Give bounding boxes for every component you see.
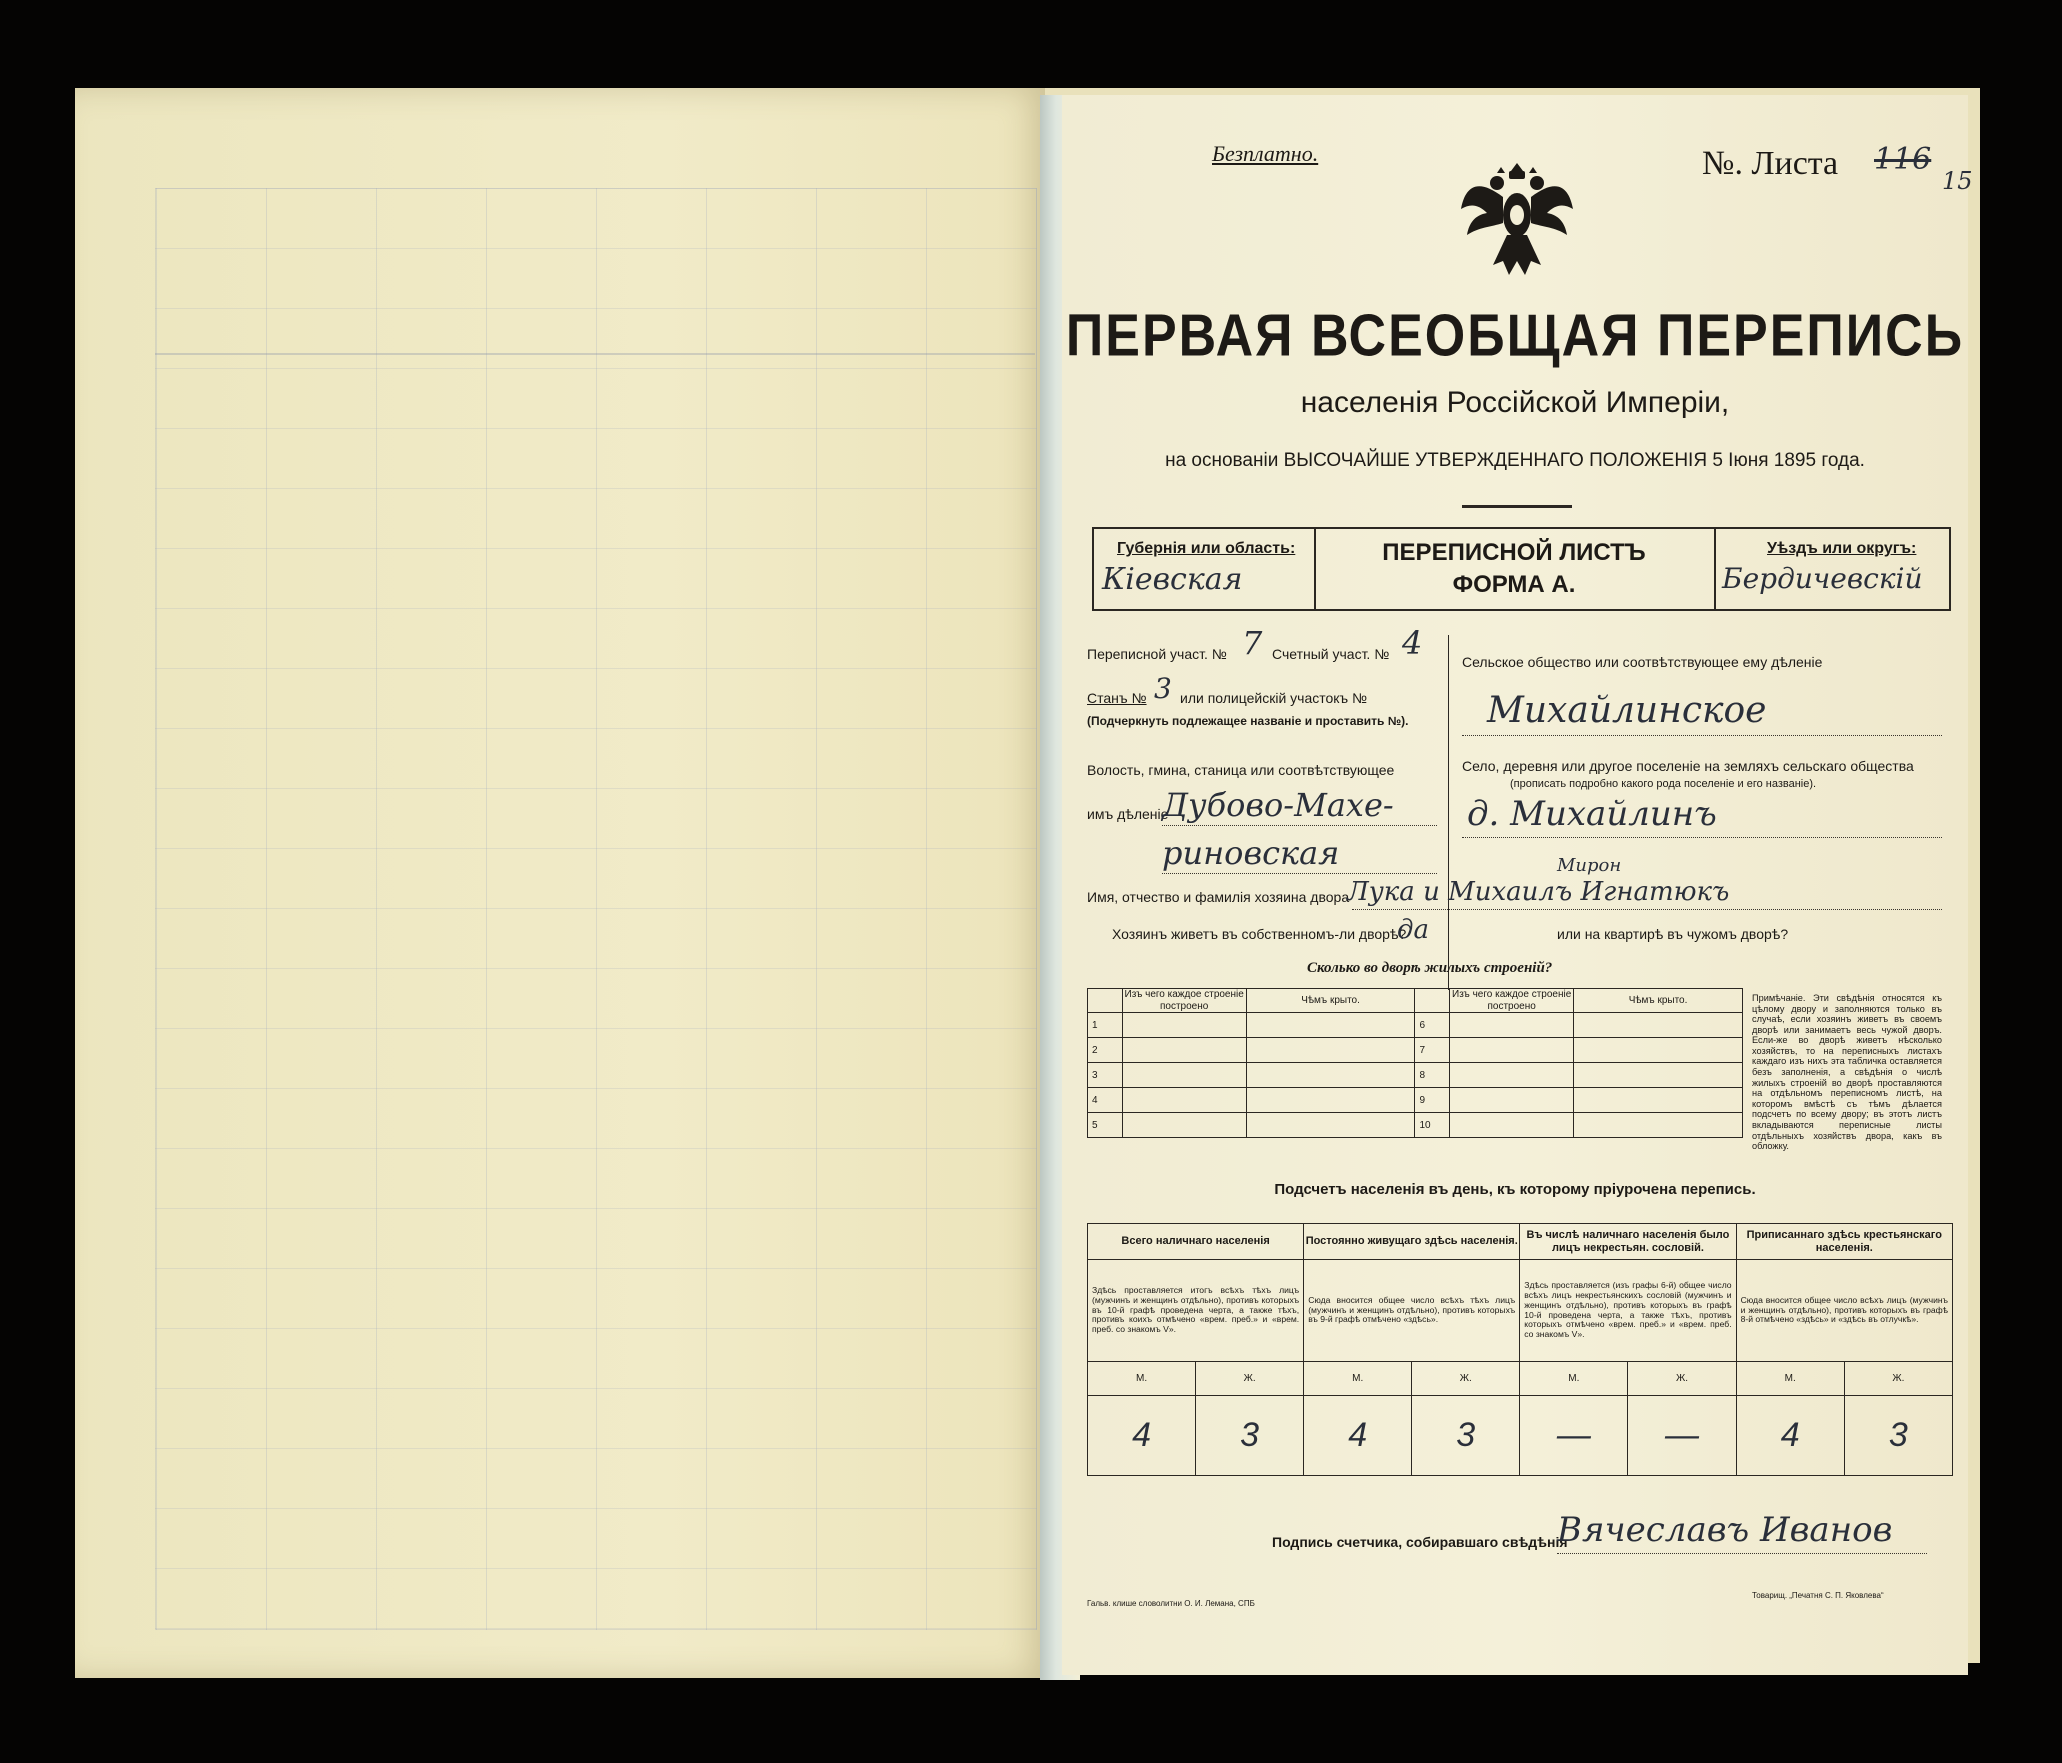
volost-label: Волость, гмина, станица или соотвѣтствующее xyxy=(1087,762,1395,778)
population-heading: Подсчетъ населенія въ день, къ которому пріурочена перепись. xyxy=(1274,1181,1756,1198)
roof-header-right: Чѣмъ крыто. xyxy=(1628,995,1688,1006)
left-page xyxy=(75,88,1049,1678)
table-row xyxy=(1088,1013,1743,1038)
row-number: 5 xyxy=(1088,1113,1123,1138)
form-title-line-2: ФОРМА А. xyxy=(1452,571,1576,598)
female-label: Ж. xyxy=(1844,1362,1952,1396)
permanent-female-value: 3 xyxy=(1412,1396,1520,1476)
column-title: Въ числѣ наличнаго населенія было лицъ некрестьян. сословій. xyxy=(1520,1224,1736,1260)
female-label: Ж. xyxy=(1628,1362,1736,1396)
stan-label: Станъ № xyxy=(1087,690,1147,706)
census-form-page xyxy=(1062,95,1973,1675)
registered-female-value: 3 xyxy=(1844,1396,1952,1476)
row-number: 6 xyxy=(1415,1013,1450,1038)
footer-left-print: Гальв. клише словолитни О. И. Лемана, СПБ xyxy=(1087,1599,1255,1608)
form-title-line-1: ПЕРЕПИСНОЙ ЛИСТЪ xyxy=(1382,539,1646,566)
column-title: Постоянно живущаго здѣсь населенія. xyxy=(1304,1224,1520,1260)
buildings-question: Сколько во дворѣ жилыхъ строеній? xyxy=(1307,960,1553,976)
owner-value: Лука и Михаилъ Игнатюкъ xyxy=(1347,877,1730,907)
form-subtitle: населенія Россійской Имперіи, xyxy=(1300,386,1730,419)
buildings-table xyxy=(1087,988,1743,1138)
material-header-right: Изъ чего каждое строеніе построено xyxy=(1452,989,1572,1012)
village-underline xyxy=(1462,837,1942,838)
gubernia-label: Губернія или область: xyxy=(1117,540,1296,557)
census-section-label: Переписной участ. № xyxy=(1087,646,1227,662)
row-number: 7 xyxy=(1415,1038,1450,1063)
signature-label: Подпись счетчика, собиравшаго свѣдѣнія xyxy=(1272,1534,1568,1550)
male-label: М. xyxy=(1088,1362,1196,1396)
roof-header-left: Чѣмъ крыто. xyxy=(1301,995,1360,1006)
signature-value: Вячеславъ Иванов xyxy=(1557,1510,1893,1550)
society-label: Сельское общество или соотвѣтствующее ему дѣленіе xyxy=(1462,654,1823,670)
row-number: 10 xyxy=(1415,1113,1450,1138)
gubernia-value: Кіевская xyxy=(1102,562,1243,597)
material-header-left: Изъ чего каждое строеніе построено xyxy=(1124,989,1244,1012)
male-label: М. xyxy=(1520,1362,1628,1396)
male-label: М. xyxy=(1304,1362,1412,1396)
population-table xyxy=(1087,1223,1953,1476)
fields-column-divider xyxy=(1448,635,1449,990)
row-number: 3 xyxy=(1088,1063,1123,1088)
lives-label: Хозяинъ живетъ въ собственномъ-ли дворѣ? xyxy=(1112,926,1407,942)
uezd-label: Уѣздъ или округъ: xyxy=(1767,540,1917,557)
row-number: 1 xyxy=(1088,1013,1123,1038)
male-label: М. xyxy=(1736,1362,1844,1396)
row-number: 2 xyxy=(1088,1038,1123,1063)
title-divider xyxy=(1462,505,1572,508)
column-description: Здѣсь проставляется итогъ всѣхъ тѣхъ лицъ (мужчинъ и женщинъ отдѣльно), противъ которыхъ въ 10-й графѣ проведена черта, а также тѣхъ, противъ коихъ отмѣчено «врем. преб.» и «врем. преб. со знакомъ V». xyxy=(1088,1260,1304,1362)
volost-value-line-1: Дубово-Махе- xyxy=(1162,786,1394,824)
count-section-label: Счетный участ. № xyxy=(1272,646,1390,662)
volost-label-2: имъ дѣленіе xyxy=(1087,806,1169,822)
table-row xyxy=(1088,1038,1743,1063)
volost-value-line-2: риновская xyxy=(1162,834,1340,872)
total-male-value: 4 xyxy=(1088,1396,1196,1476)
lives-value: да xyxy=(1397,915,1429,945)
female-label: Ж. xyxy=(1196,1362,1304,1396)
double-headed-eagle-emblem-icon xyxy=(1457,157,1577,287)
sheet-number-value: 116 xyxy=(1874,142,1932,177)
column-description: Сюда вносится общее число всѣхъ тѣхъ лицъ (мужчинъ и женщинъ отдѣльно), противъ которыхъ въ 9-й графѣ отмѣчено «здѣсь». xyxy=(1304,1260,1520,1362)
buildings-note: Примѣчаніе. Эти свѣдѣнія относятся къ цѣлому двору и заполняются только въ случаѣ, если хозяинъ живетъ въ своемъ дворѣ или занимаетъ весь чужой дворъ. Если-же во дворѣ живетъ нѣсколько хозяйствъ, то на переписныхъ листахъ каждаго изъ нихъ эта табличка оставляется безъ заполненія, а свѣдѣнія о числѣ жилыхъ строеній во дворѣ проставляются на отдѣльномъ переписномъ листѣ, на которомъ вмѣстѣ съ тѣмъ дѣлается подсчетъ по всему двору; въ этотъ листъ вкладываются переписные листы отдѣльныхъ хозяйствъ двора, какъ въ обложку. xyxy=(1752,993,1942,1152)
row-number: 9 xyxy=(1415,1088,1450,1113)
form-basis-line: на основаніи ВЫСОЧАЙШЕ УТВЕРЖДЕННАГО ПОЛОЖЕНІЯ 5 Іюня 1895 года. xyxy=(1165,450,1865,471)
permanent-male-value: 4 xyxy=(1304,1396,1412,1476)
corner-number: 15 xyxy=(1942,167,1973,195)
registered-male-value: 4 xyxy=(1736,1396,1844,1476)
bleed-through-grid xyxy=(155,188,1037,1630)
row-number: 8 xyxy=(1415,1063,1450,1088)
village-note: (прописать подробно какого рода поселеніе и его названіе). xyxy=(1510,778,1817,790)
signature-underline xyxy=(1557,1553,1927,1554)
volost-underline-2 xyxy=(1162,873,1437,874)
stan-value: 3 xyxy=(1154,672,1172,705)
column-title: Всего наличнаго населенія xyxy=(1088,1224,1304,1260)
society-value: Михайлинское xyxy=(1487,690,1767,731)
female-label: Ж. xyxy=(1412,1362,1520,1396)
total-female-value: 3 xyxy=(1196,1396,1304,1476)
volost-underline-1 xyxy=(1162,825,1437,826)
society-underline xyxy=(1462,735,1942,736)
nonpeasant-female-value: — xyxy=(1628,1396,1736,1476)
column-description: Сюда вносится общее число всѣхъ лицъ (мужчинъ и женщинъ отдѣльно), противъ которыхъ въ графѣ 8-й отмѣчено «здѣсь» и «здѣсь въ отлучкѣ». xyxy=(1736,1260,1952,1362)
bleed-through-header xyxy=(155,188,1035,355)
census-section-value: 7 xyxy=(1242,624,1263,662)
form-main-title: ПЕРВАЯ ВСЕОБЩАЯ ПЕРЕПИСЬ xyxy=(1065,302,1965,370)
footer-right-print: Товарищ. „Печатня С. П. Яковлева“ xyxy=(1752,1591,1884,1600)
column-title: Приписаннаго здѣсь крестьянскаго населенія. xyxy=(1736,1224,1952,1260)
nonpeasant-male-value: — xyxy=(1520,1396,1628,1476)
uezd-value: Бердичевскій xyxy=(1722,562,1923,595)
table-row xyxy=(1088,1063,1743,1088)
free-label: Безплатно. xyxy=(1212,141,1319,166)
underline-note: (Подчеркнуть подлежащее названіе и проставить №). xyxy=(1087,714,1409,728)
column-description: Здѣсь проставляется (изъ графы 6-й) общее число всѣхъ лицъ некрестьянскихъ сословій (мужчинъ и женщинъ отдѣльно), противъ которыхъ въ графѣ 10-й проведена черта, а также тѣхъ, противъ которыхъ отмѣчено «врем. преб.» и «врем. преб. со знакомъ V». xyxy=(1520,1260,1736,1362)
count-section-value: 4 xyxy=(1402,624,1423,662)
owner-label: Имя, отчество и фамилія хозяина двора xyxy=(1087,889,1350,905)
region-divider-right xyxy=(1714,527,1716,609)
table-row xyxy=(1088,1088,1743,1113)
police-section-label: или полицейскій участокъ № xyxy=(1180,690,1368,706)
sheet-number-label: №. Листа xyxy=(1702,145,1839,182)
lives-label-2: или на квартирѣ въ чужомъ дворѣ? xyxy=(1557,926,1789,942)
village-label: Село, деревня или другое поселеніе на земляхъ сельскаго общества xyxy=(1462,758,1914,774)
row-number: 4 xyxy=(1088,1088,1123,1113)
owner-correction: Мирон xyxy=(1557,855,1622,876)
owner-underline xyxy=(1352,909,1942,910)
village-value: д. Михайлинъ xyxy=(1467,794,1717,834)
table-row xyxy=(1088,1113,1743,1138)
